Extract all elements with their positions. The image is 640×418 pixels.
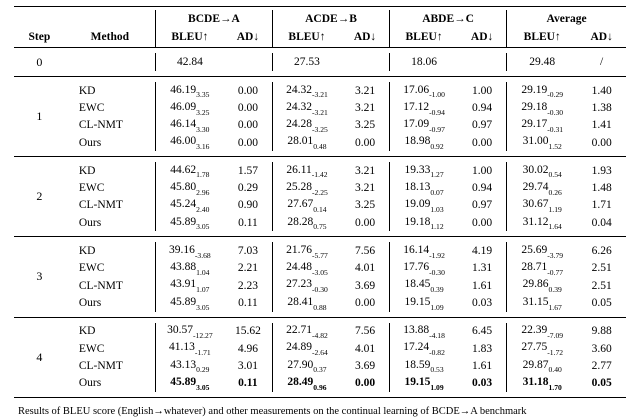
value-cell: $19.18_{1.12}$ <box>390 214 458 231</box>
value-cell: $29.86_{0.39}$ <box>507 277 578 294</box>
value-cell: 0.00 <box>354 216 376 229</box>
value-cell: 0.94 <box>472 101 493 114</box>
value-cell: 0.00 <box>237 84 258 97</box>
step-cell: 0 <box>36 54 43 69</box>
col-header-ad-1: AD↓ <box>353 31 377 43</box>
value-cell: 0.00 <box>237 119 258 132</box>
value-cell: $28.71_{-0.77}$ <box>507 260 578 277</box>
value-cell: $17.12_{-0.94}$ <box>390 99 458 116</box>
value-cell: 0.00 <box>354 296 376 309</box>
col-header-ad-0: AD↓ <box>236 31 260 43</box>
value-cell: 1.31 <box>472 262 493 275</box>
value-cell: 1.48 <box>591 182 612 195</box>
table-subheader-row <box>14 28 626 48</box>
value-cell: 18.06 <box>390 53 458 71</box>
value-cell: 0.29 <box>237 182 258 195</box>
value-cell: 1.38 <box>591 101 612 114</box>
value-cell: $46.09_{3.25}$ <box>155 99 223 116</box>
value-cell: 7.03 <box>237 245 258 258</box>
value-cell: $25.69_{-3.79}$ <box>507 242 578 259</box>
value-cell: $39.16_{-3.68}$ <box>155 242 223 259</box>
table-row <box>14 214 626 231</box>
value-cell: $46.19_{3.35}$ <box>155 82 223 99</box>
value-cell: 3.21 <box>354 164 376 177</box>
value-cell: 3.60 <box>591 342 612 355</box>
value-cell: 1.83 <box>472 342 493 355</box>
value-cell: $24.48_{-3.05}$ <box>272 260 340 277</box>
value-cell: 1.61 <box>472 279 493 292</box>
value-cell: $22.39_{-7.09}$ <box>507 323 578 340</box>
group-header-1: ACDE→B <box>272 10 389 28</box>
value-cell: $29.19_{-0.29}$ <box>507 82 578 99</box>
value-cell: 1.40 <box>591 84 612 97</box>
value-cell: 3.69 <box>354 359 376 372</box>
step-cell: 4 <box>36 349 43 364</box>
method-cell: KD <box>78 84 96 97</box>
value-cell <box>224 53 273 71</box>
col-header-method: Method <box>90 31 130 43</box>
value-cell: 15.62 <box>234 325 261 338</box>
value-cell: $17.09_{-0.97}$ <box>390 117 458 134</box>
value-cell: $29.74_{0.26}$ <box>507 179 578 196</box>
method-cell: CL-NMT <box>78 119 123 132</box>
value-cell: 3.21 <box>354 84 376 97</box>
table-row <box>14 357 626 374</box>
method-cell: CL-NMT <box>78 199 123 212</box>
value-cell: 1.00 <box>472 84 493 97</box>
value-cell: / <box>600 56 604 68</box>
value-cell: $29.17_{-0.31}$ <box>507 117 578 134</box>
value-cell: $16.14_{-1.92}$ <box>390 242 458 259</box>
value-cell: 0.11 <box>238 296 258 309</box>
value-cell: $18.13_{0.07}$ <box>390 179 458 196</box>
value-cell: 1.57 <box>237 164 258 177</box>
value-cell <box>458 53 507 71</box>
table-row <box>14 197 626 214</box>
value-cell: 0.05 <box>591 296 612 309</box>
value-cell: $31.15_{1.67}$ <box>507 294 578 311</box>
value-cell: $25.28_{-2.25}$ <box>272 179 340 196</box>
col-header-bleu-2: BLEU↑ <box>390 28 458 48</box>
value-cell: $19.09_{1.03}$ <box>390 197 458 214</box>
table-row <box>14 374 626 391</box>
value-cell: 0.97 <box>472 199 493 212</box>
value-cell: 0.00 <box>237 101 258 114</box>
value-cell: 27.53 <box>272 53 340 71</box>
value-cell: $31.18_{1.70}$ <box>507 374 578 391</box>
value-cell: $18.59_{0.53}$ <box>390 357 458 374</box>
value-cell: $45.89_{3.05}$ <box>155 294 223 311</box>
value-cell: 0.00 <box>591 136 612 149</box>
value-cell: $45.24_{2.40}$ <box>155 197 223 214</box>
value-cell: 0.00 <box>354 136 376 149</box>
value-cell: 0.00 <box>472 216 493 229</box>
value-cell: 0.03 <box>472 296 493 309</box>
group-header-3: Average <box>507 10 626 28</box>
value-cell: $28.49_{0.96}$ <box>272 374 340 391</box>
value-cell: $30.57_{-12.27}$ <box>155 323 223 340</box>
value-cell: $46.14_{3.30}$ <box>155 117 223 134</box>
value-cell: 4.96 <box>237 342 258 355</box>
value-cell: $17.24_{-0.82}$ <box>390 340 458 357</box>
value-cell: 3.01 <box>237 359 258 372</box>
step-cell: 3 <box>36 269 43 284</box>
method-cell: CL-NMT <box>78 359 123 372</box>
value-cell: 2.77 <box>591 359 612 372</box>
col-header-ad-2: AD↓ <box>470 31 494 43</box>
method-cell: EWC <box>78 262 105 275</box>
value-cell: $24.32_{-3.21}$ <box>272 99 340 116</box>
value-cell: $30.67_{1.19}$ <box>507 197 578 214</box>
table-row <box>14 260 626 277</box>
value-cell: $22.71_{-4.82}$ <box>272 323 340 340</box>
value-cell: $28.01_{0.48}$ <box>272 134 340 151</box>
table-row <box>14 242 626 259</box>
value-cell: 7.56 <box>354 245 376 258</box>
group-header-2: ABDE→C <box>390 10 507 28</box>
value-cell: $28.41_{0.88}$ <box>272 294 340 311</box>
method-cell <box>65 53 156 71</box>
value-cell: 0.11 <box>238 377 258 390</box>
value-cell: $19.33_{1.27}$ <box>390 162 458 179</box>
value-cell: $24.89_{-2.64}$ <box>272 340 340 357</box>
value-cell: 0.90 <box>237 199 258 212</box>
col-header-bleu-0: BLEU↑ <box>155 28 223 48</box>
value-cell: $46.00_{3.16}$ <box>155 134 223 151</box>
value-cell: 0.03 <box>472 377 493 390</box>
table-row <box>14 117 626 134</box>
value-cell: $45.89_{3.05}$ <box>155 374 223 391</box>
value-cell: $41.13_{-1.71}$ <box>155 340 223 357</box>
value-cell: 7.56 <box>354 325 376 338</box>
value-cell: $43.88_{1.04}$ <box>155 260 223 277</box>
value-cell: 2.23 <box>237 279 258 292</box>
results-table <box>14 6 626 398</box>
value-cell: 0.05 <box>591 377 612 390</box>
method-cell: KD <box>78 245 96 258</box>
value-cell: $44.62_{1.78}$ <box>155 162 223 179</box>
value-cell: 6.26 <box>591 245 612 258</box>
table-row <box>14 82 626 99</box>
value-cell: 3.21 <box>354 182 376 195</box>
method-cell: EWC <box>78 342 105 355</box>
value-cell: 1.41 <box>591 119 612 132</box>
value-cell: $19.15_{1.09}$ <box>390 374 458 391</box>
col-header-ad-3: AD↓ <box>590 31 613 43</box>
value-cell: $28.28_{0.75}$ <box>272 214 340 231</box>
table-row <box>14 99 626 116</box>
value-cell: $30.02_{0.54}$ <box>507 162 578 179</box>
value-cell: $26.11_{-1.42}$ <box>272 162 340 179</box>
figure-caption: Results of BLEU score (English→whatever) and other measurements on the continual learning of BCDE→A benchmark <box>18 405 527 417</box>
table-row <box>14 277 626 294</box>
value-cell: 42.84 <box>155 53 223 71</box>
col-header-step: Step <box>28 31 51 43</box>
value-cell: $45.89_{3.05}$ <box>155 214 223 231</box>
value-cell: $43.91_{1.07}$ <box>155 277 223 294</box>
method-cell: CL-NMT <box>78 279 123 292</box>
value-cell: 4.19 <box>472 245 493 258</box>
value-cell: 0.97 <box>472 119 493 132</box>
value-cell: 3.21 <box>354 101 376 114</box>
table-row <box>14 340 626 357</box>
value-cell: $24.32_{-3.21}$ <box>272 82 340 99</box>
value-cell: $43.13_{0.29}$ <box>155 357 223 374</box>
value-cell: 4.01 <box>354 342 376 355</box>
step-cell: 1 <box>36 109 43 124</box>
value-cell: $18.45_{0.39}$ <box>390 277 458 294</box>
table-row <box>14 179 626 196</box>
value-cell: $31.00_{1.52}$ <box>507 134 578 151</box>
value-cell: 0.11 <box>238 216 258 229</box>
method-cell: KD <box>78 164 96 177</box>
value-cell: 0.00 <box>354 377 376 390</box>
value-cell: 1.61 <box>472 359 493 372</box>
table-row <box>14 134 626 151</box>
value-cell: 3.25 <box>354 199 376 212</box>
value-cell: 6.45 <box>472 325 493 338</box>
col-header-bleu-3: BLEU↑ <box>507 28 578 48</box>
method-cell: EWC <box>78 101 105 114</box>
value-cell: 3.69 <box>354 279 376 292</box>
value-cell: 0.00 <box>237 136 258 149</box>
method-cell: Ours <box>78 136 102 149</box>
value-cell: $27.23_{-0.30}$ <box>272 277 340 294</box>
value-cell: 1.00 <box>472 164 493 177</box>
value-cell: $27.90_{0.37}$ <box>272 357 340 374</box>
value-cell: $29.87_{0.40}$ <box>507 357 578 374</box>
value-cell: $17.76_{-0.30}$ <box>390 260 458 277</box>
value-cell: $21.76_{-5.77}$ <box>272 242 340 259</box>
group-header-0: BCDE→A <box>155 10 272 28</box>
value-cell: $18.98_{0.92}$ <box>390 134 458 151</box>
value-cell: 1.93 <box>591 164 612 177</box>
value-cell: 0.94 <box>472 182 493 195</box>
value-cell: 2.51 <box>591 279 612 292</box>
value-cell: $27.67_{0.14}$ <box>272 197 340 214</box>
value-cell: 0.00 <box>472 136 493 149</box>
method-cell: Ours <box>78 296 102 309</box>
method-cell: Ours <box>78 216 102 229</box>
value-cell <box>341 53 390 71</box>
value-cell: $19.15_{1.09}$ <box>390 294 458 311</box>
value-cell: 2.51 <box>591 262 612 275</box>
table-group-header-row <box>14 10 626 28</box>
value-cell: $17.06_{-1.00}$ <box>390 82 458 99</box>
value-cell: 4.01 <box>354 262 376 275</box>
table-row <box>14 162 626 179</box>
value-cell: 29.48 <box>507 53 578 71</box>
method-cell: EWC <box>78 182 105 195</box>
value-cell: 2.21 <box>237 262 258 275</box>
value-cell: 3.25 <box>354 119 376 132</box>
value-cell: $45.80_{2.96}$ <box>155 179 223 196</box>
table-row <box>14 294 626 311</box>
col-header-bleu-1: BLEU↑ <box>272 28 340 48</box>
step-cell: 2 <box>36 189 43 204</box>
value-cell: $31.12_{1.64}$ <box>507 214 578 231</box>
value-cell: $24.28_{-3.25}$ <box>272 117 340 134</box>
value-cell: 9.88 <box>591 325 612 338</box>
method-cell: KD <box>78 325 96 338</box>
table-row <box>14 53 626 71</box>
value-cell: $29.18_{-0.30}$ <box>507 99 578 116</box>
value-cell: $13.88_{-4.18}$ <box>390 323 458 340</box>
value-cell: $27.75_{-1.72}$ <box>507 340 578 357</box>
value-cell: 0.04 <box>591 216 612 229</box>
table-row <box>14 323 626 340</box>
method-cell: Ours <box>78 377 102 390</box>
value-cell: 1.71 <box>591 199 612 212</box>
